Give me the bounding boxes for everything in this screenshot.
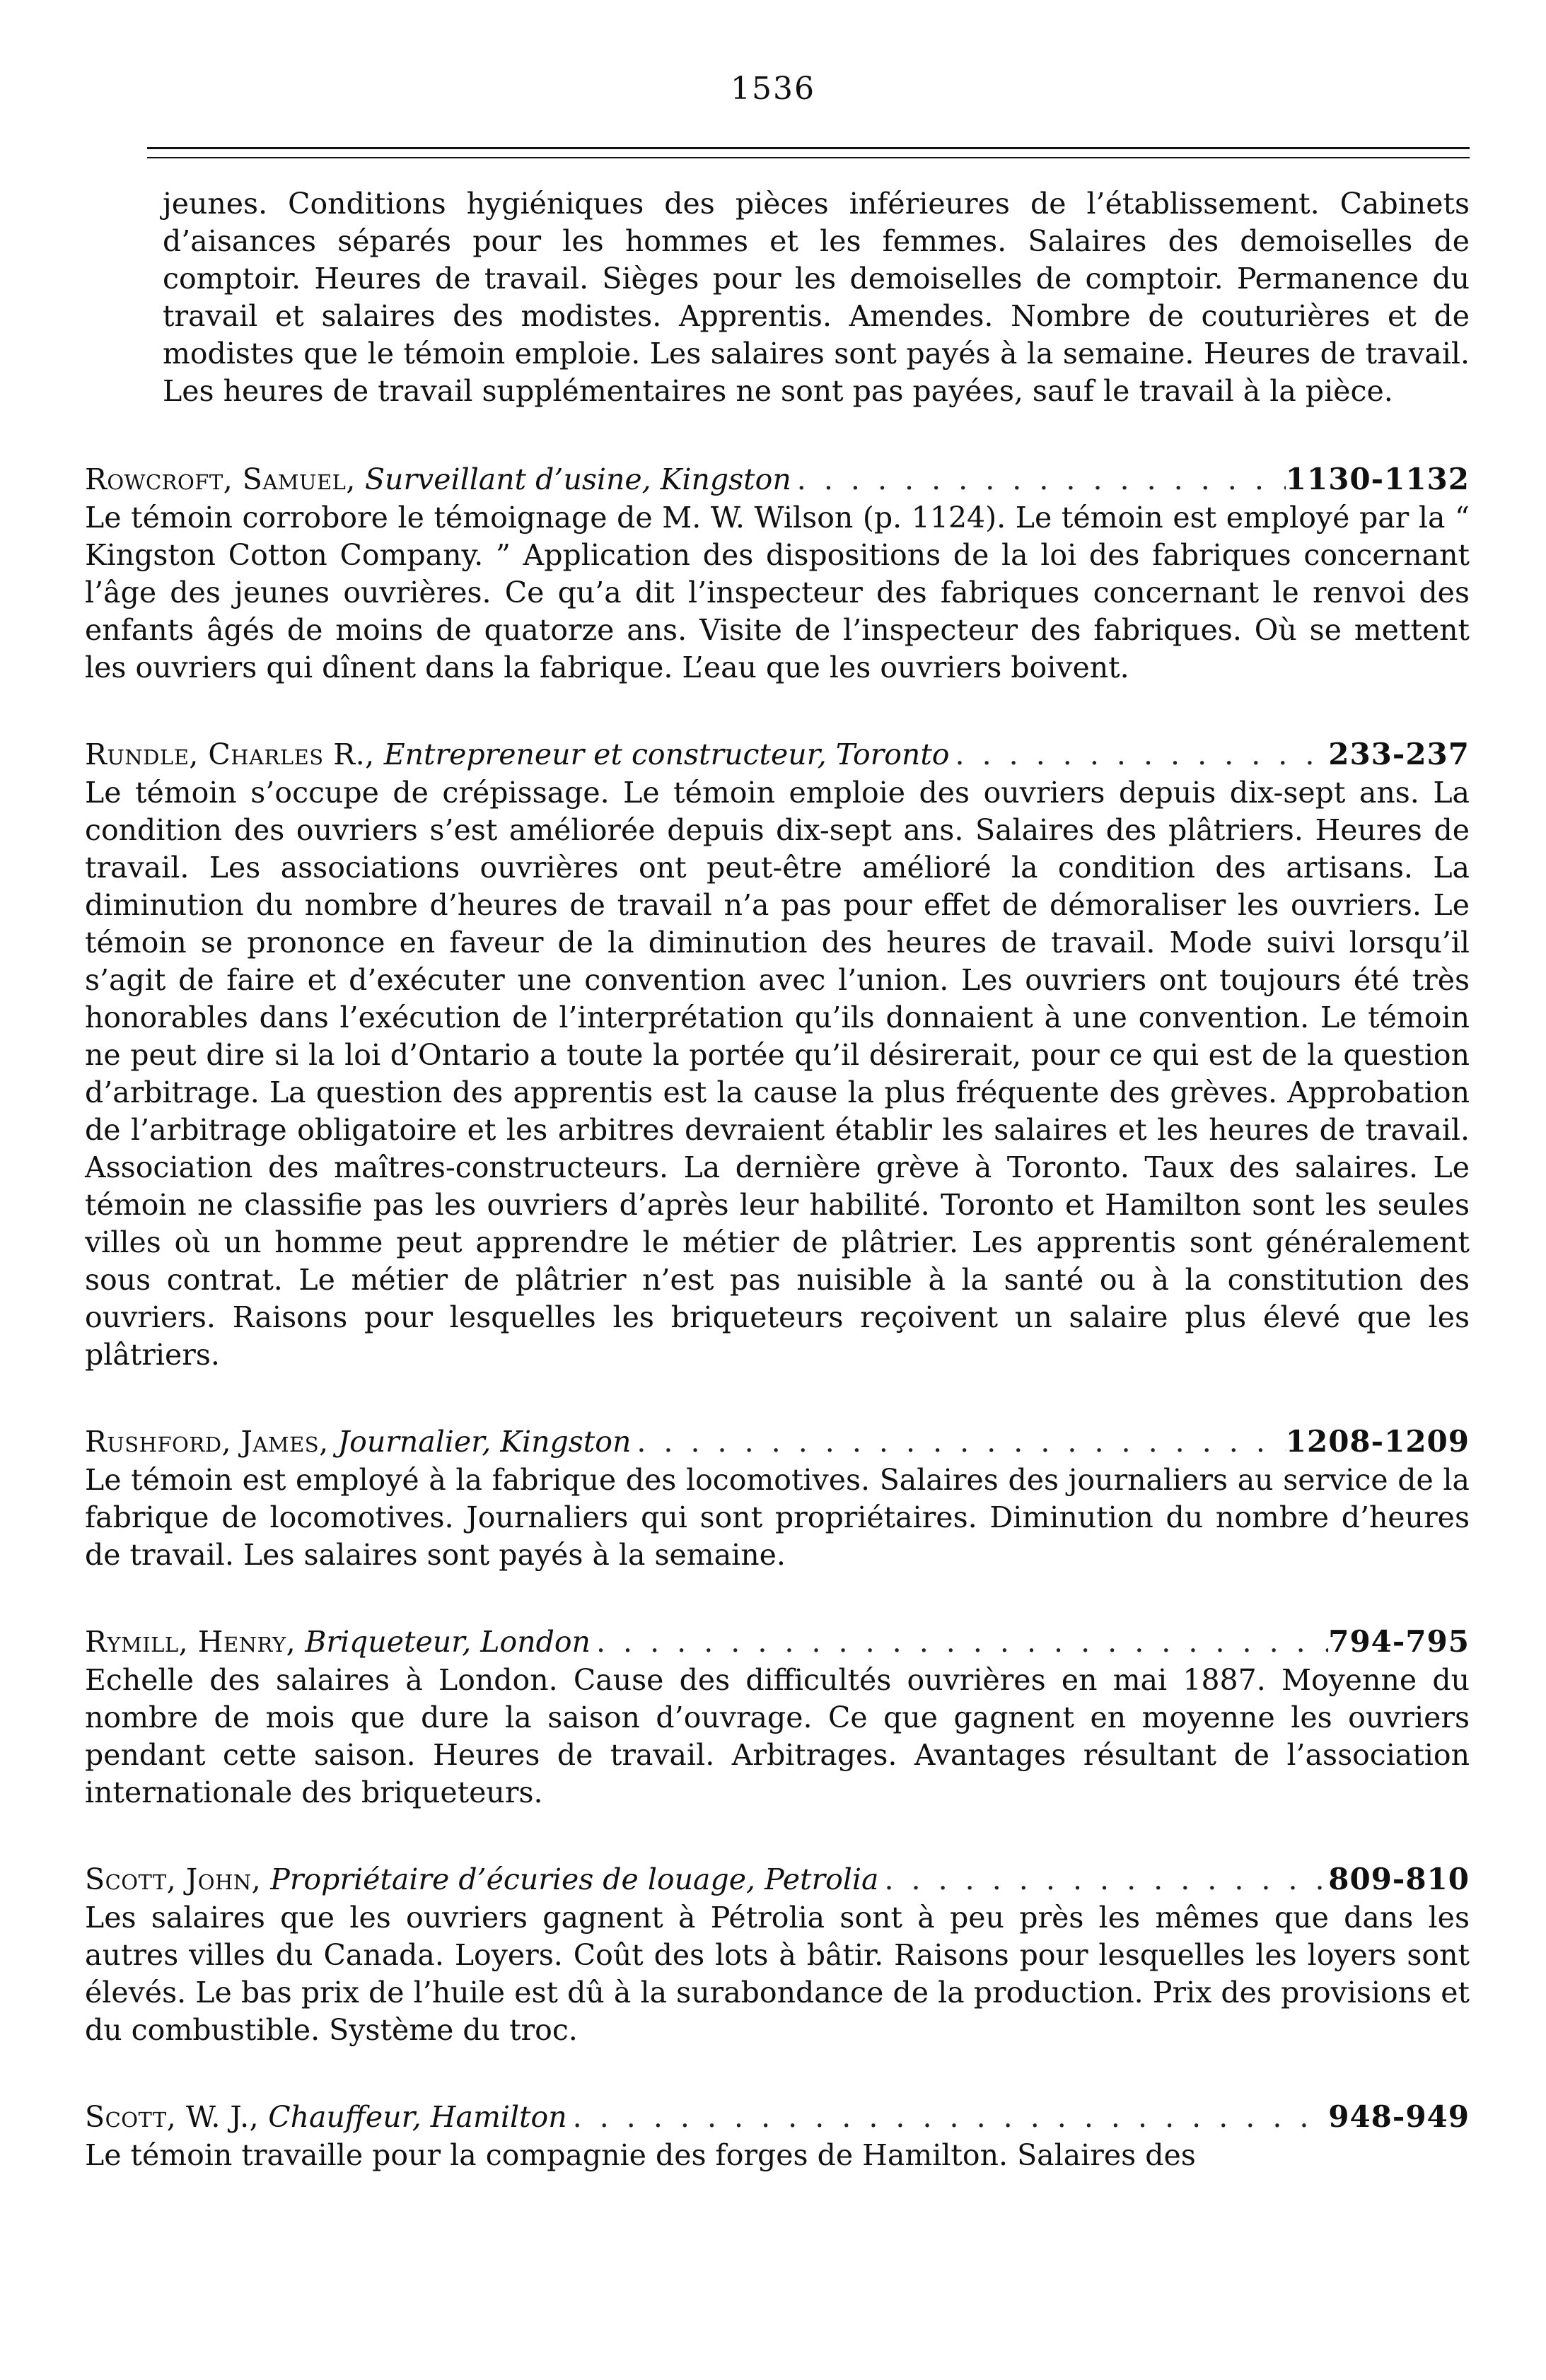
- witness-occupation: Journalier, Kingston: [337, 1425, 632, 1459]
- continued-entry-text: jeunes. Conditions hygiéniques des pièces inférieures de l’établissement. Cabinets d’aisances séparés pour les hommes et les femmes. Salaires des demoiselles de comptoir. Heures de travail. Sièges pour les demoiselles de comptoir. Permanence du travail et salaires des modistes. Apprentis. Amendes. Nombre de couturières et de modistes que le témoin emploie. Les salaires sont payés à la semaine. Heures de travail. Les heures de travail supplémentaires ne sont pas payées, sauf le travail à la pièce.: [163, 187, 1470, 408]
- entry-heading: [85, 2097, 1470, 2137]
- entry-description: Les salaires que les ouvriers gagnent à Pétrolia sont à peu près les mêmes que dans les autres villes du Canada. Loyers. Coût des lots à bâtir. Raisons pour lesquelles les loyers sont élevés. Le bas prix de l’huile est dû à la surabondance de la production. Prix des provisions et du combustible. Système du troc.: [85, 1901, 1470, 2047]
- leader-dots: [591, 1623, 1328, 1662]
- entry-description: Le témoin travaille pour la compagnie des forges de Hamilton. Salaires des: [85, 2138, 1196, 2172]
- header-rule-bottom: [147, 157, 1470, 158]
- witness-name: Rymill, Henry,: [85, 1625, 296, 1659]
- witness-name: Rushford, James,: [85, 1425, 329, 1459]
- witness-occupation: Chauffeur, Hamilton: [268, 2100, 567, 2134]
- entry-description: Echelle des salaires à London. Cause des difficultés ouvrières en mai 1887. Moyenne du nombre de mois que dure la saison d’ouvrage. Ce que gagnent en moyenne les ouvriers pendant cette saison. Heures de travail. Arbitrages. Avantages résultant de l’association internationale des briqueteurs.: [85, 1663, 1470, 1809]
- entry-heading: [85, 1622, 1470, 1662]
- page-range: 948-949: [1328, 2099, 1470, 2134]
- entry-description: Le témoin est employé à la fabrique des locomotives. Salaires des journaliers au service de la fabrique de locomotives. Journaliers qui sont propriétaires. Diminution du nombre d’heures de travail. Les salaires sont payés à la semaine.: [85, 1463, 1470, 1572]
- index-entry-scott-john: [85, 1860, 1470, 2049]
- witness-name: Rundle, Charles R.,: [85, 737, 375, 771]
- leader-dots: [631, 1423, 1285, 1462]
- page-range: 1208-1209: [1285, 1424, 1470, 1459]
- leader-dots: [950, 735, 1329, 774]
- witness-name: Scott, John,: [85, 1862, 262, 1896]
- index-entry-rowcroft: [85, 460, 1470, 687]
- index-entry-rymill: [85, 1622, 1470, 1812]
- page-range: 1130-1132: [1285, 462, 1470, 496]
- witness-occupation: Entrepreneur et constructeur, Toronto: [383, 737, 950, 771]
- leader-dots: [791, 460, 1286, 499]
- witness-name: Scott, W. J.,: [85, 2100, 260, 2134]
- index-entry-rundle: [85, 735, 1470, 1374]
- page-range: 233-237: [1328, 737, 1470, 771]
- entry-heading: [85, 1422, 1470, 1462]
- witness-occupation: Propriétaire d’écuries de louage, Petrolia: [270, 1862, 879, 1896]
- leader-dots: [567, 2098, 1329, 2137]
- entry-heading: [85, 735, 1470, 774]
- index-entry-rushford: [85, 1422, 1470, 1574]
- page-range: 794-795: [1328, 1624, 1470, 1659]
- witness-name: Rowcroft, Samuel,: [85, 462, 356, 496]
- entry-description: Le témoin corrobore le témoignage de M. W. Wilson (p. 1124). Le témoin est employé par la “ Kingston Cotton Company. ” Application des dispositions de la loi des fabriques concernant l’âge des jeunes ouvrières. Ce qu’a dit l’inspecteur des fabriques concernant le renvoi des enfants âgés de moins de quatorze ans. Visite de l’inspecteur des fabriques. Où se mettent les ouvriers qui dînent dans la fabrique. L’eau que les ouvriers boivent.: [85, 501, 1470, 684]
- entry-description: Le témoin s’occupe de crépissage. Le témoin emploie des ouvriers depuis dix-sept ans. La condition des ouvriers s’est améliorée depuis dix-sept ans. Salaires des plâtriers. Heures de travail. Les associations ouvrières ont peut-être amélioré la condition des artisans. La diminution du nombre d’heures de travail n’a pas pour effet de démoraliser les ouvriers. Le témoin se prononce en faveur de la diminution des heures de travail. Mode suivi lorsqu’il s’agit de faire et d’exécuter une convention avec l’union. Les ouvriers ont toujours été très honorables dans l’exécution de l’interprétation qu’ils donnaient à une convention. Le témoin ne peut dire si la loi d’Ontario a toute la portée qu’il désirerait, pour ce qui est de la question d’arbitrage. La question des apprentis est la cause la plus fréquente des grèves. Approbation de l’arbitrage obligatoire et les arbitres devraient établir les salaires et les heures de travail. Association des maîtres-constructeurs. La dernière grève à Toronto. Taux des salaires. Le témoin ne classifie pas les ouvriers d’après leur habilité. Toronto et Hamilton sont les seules villes où un homme peut apprendre le métier de plâtrier. Les apprentis sont généralement sous contrat. Le métier de plâtrier n’est pas nuisible à la santé ou à la constitution des ouvriers. Raisons pour lesquelles les briqueteurs reçoivent un salaire plus élevé que les plâtriers.: [85, 776, 1470, 1372]
- header-rule-top: [147, 147, 1470, 149]
- witness-occupation: Briqueteur, London: [305, 1625, 591, 1659]
- leader-dots: [878, 1860, 1328, 1899]
- entry-heading: [85, 1860, 1470, 1899]
- entry-heading: [85, 460, 1470, 499]
- page-number: 1536: [731, 71, 815, 107]
- witness-occupation: Surveillant d’usine, Kingston: [364, 462, 791, 496]
- index-entry-scott-wj: [85, 2097, 1470, 2174]
- index-content: [85, 185, 1470, 2222]
- page-range: 809-810: [1328, 1862, 1470, 1896]
